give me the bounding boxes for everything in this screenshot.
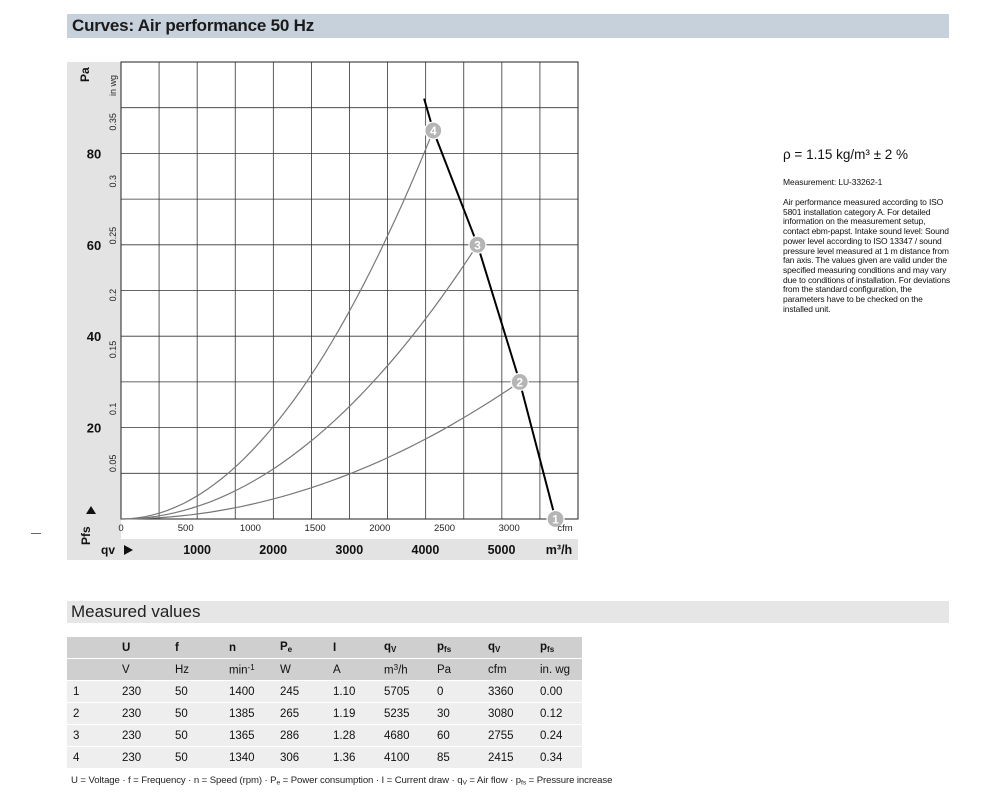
cfm-tick-label: 500 [177, 523, 194, 534]
table-cell: 4 [67, 747, 116, 769]
section-title: Measured values [71, 602, 201, 621]
table-unit-row [67, 659, 582, 681]
header-cell: U [116, 637, 169, 659]
m3h-tick-label: 4000 [411, 543, 440, 557]
table-cell: 5235 [378, 703, 431, 725]
section-bar [67, 601, 949, 623]
margin-mark [31, 533, 41, 534]
header-cell: $P_e$ [274, 637, 327, 659]
table-cell: 1340 [223, 747, 274, 769]
table-cell: 0.12 [534, 703, 582, 725]
density-text: ρ = 1.15 kg/m³ ± 2 % [783, 147, 909, 162]
header-cell: $p_{fs}$ [431, 637, 482, 659]
table-cell: 0 [431, 681, 482, 703]
pa-unit-label: Pa [78, 67, 92, 82]
table-row [67, 703, 582, 725]
table-cell: 2755 [482, 725, 534, 747]
operating-point-label: 1 [552, 512, 559, 527]
table-cell: 0.24 [534, 725, 582, 747]
table-cell: 0.00 [534, 681, 582, 703]
measured-values-table [67, 637, 582, 769]
pa-tick-label: 40 [86, 329, 102, 345]
table-cell: 2415 [482, 747, 534, 769]
measurement-note: Air performance measured according to ISO 5801 installation category A. For detailed information on the measurement setup, contact ebm-papst. Intake sound level: Sound power level according to ISO 13347 / sound pressure level measured at 1 m distance from fan axis. The values given are valid under the specified measuring conditions and may vary due to conditions of installation. For deviations from the standard configuration, the parameters have to be checked on the installed unit. [783, 197, 951, 314]
table-legend: U = Voltage · f = Frequency · n = Speed $(rpm) \cdot P_e$ = Power consumption · I = Current draw · $q_V$ = Air flow · $p_{fs}$ = Pressure increase [71, 775, 613, 787]
table-cell: 286 [274, 725, 327, 747]
table-cell: 1.28 [327, 725, 378, 747]
measurement-id: Measurement: LU-33262-1 [783, 177, 883, 187]
cfm-unit-label: cfm [557, 523, 573, 534]
table-cell: 3360 [482, 681, 534, 703]
cfm-tick-label: 2000 [369, 523, 391, 534]
table-header-row [67, 637, 582, 659]
cfm-tick-label: 3000 [498, 523, 520, 534]
inwg-tick-label: 0.3 [108, 174, 118, 188]
table-cell: 265 [274, 703, 327, 725]
unit-cell: in. wg [534, 659, 582, 681]
table-cell: 1.10 [327, 681, 378, 703]
table-cell: 1.36 [327, 747, 378, 769]
table-cell: 85 [431, 747, 482, 769]
table-cell: 1385 [223, 703, 274, 725]
inwg-tick-label: 0.25 [108, 226, 118, 245]
table-cell: 50 [169, 747, 223, 769]
header-cell: f [169, 637, 223, 659]
header-cell: $q_V$ [378, 637, 431, 659]
unit-cell: Pa [431, 659, 482, 681]
table-cell: 230 [116, 725, 169, 747]
unit-cell: $m^3/h$ [378, 659, 431, 681]
table-cell: 0.34 [534, 747, 582, 769]
m3h-tick-label: 1000 [183, 543, 212, 557]
table-cell: 50 [169, 725, 223, 747]
table-cell: 3080 [482, 703, 534, 725]
header-cell: I [327, 637, 378, 659]
inwg-tick-label: 0.35 [108, 113, 118, 131]
cfm-tick-label: 1500 [304, 523, 326, 534]
unit-cell: $\min^{-1}$ [223, 659, 274, 681]
table-cell: 5705 [378, 681, 431, 703]
m3h-tick-label: 2000 [259, 543, 288, 557]
inwg-unit-label: in wg [108, 74, 118, 96]
table-cell: 1400 [223, 681, 274, 703]
table-cell: 1 [67, 681, 116, 703]
pa-tick-label: 80 [86, 146, 102, 162]
m3h-tick-label: 3000 [335, 543, 364, 557]
table-cell: 50 [169, 681, 223, 703]
table-cell: 230 [116, 681, 169, 703]
inwg-tick-label: 0.2 [108, 288, 118, 302]
table-cell: 1.19 [327, 703, 378, 725]
m3h-tick-label: 5000 [487, 543, 516, 557]
cfm-tick-label: 0 [118, 523, 124, 534]
y-axis-symbol: Pfs [79, 526, 93, 545]
table-row [67, 681, 582, 703]
unit-cell: Hz [169, 659, 223, 681]
inwg-tick-label: 0.1 [108, 402, 118, 416]
unit-cell: A [327, 659, 378, 681]
operating-point-label: 3 [474, 238, 481, 253]
header-cell: n [223, 637, 274, 659]
unit-cell: cfm [482, 659, 534, 681]
table-cell: 4680 [378, 725, 431, 747]
table-cell: 3 [67, 725, 116, 747]
unit-cell: W [274, 659, 327, 681]
inwg-tick-label: 0.05 [108, 454, 118, 473]
inwg-tick-label: 0.15 [108, 340, 118, 359]
y-axis-panel [67, 62, 124, 560]
table-cell: 306 [274, 747, 327, 769]
x-axis-symbol: qv [101, 543, 116, 557]
table-cell: 1365 [223, 725, 274, 747]
table-cell: 230 [116, 703, 169, 725]
table-cell: 245 [274, 681, 327, 703]
cfm-tick-label: 1000 [239, 523, 261, 534]
table-cell: 60 [431, 725, 482, 747]
pa-tick-label: 20 [86, 420, 102, 436]
header-cell [67, 637, 116, 659]
table-cell: 2 [67, 703, 116, 725]
table-cell: 30 [431, 703, 482, 725]
m3h-unit-label: m³/h [545, 543, 573, 557]
table-cell: 50 [169, 703, 223, 725]
pa-tick-label: 60 [86, 237, 102, 253]
operating-point-label: 2 [516, 375, 524, 390]
unit-cell: V [116, 659, 169, 681]
unit-cell [67, 659, 116, 681]
table-cell: 230 [116, 747, 169, 769]
operating-point-label: 4 [429, 124, 437, 139]
header-cell: $q_V$ [482, 637, 534, 659]
header-cell: $p_{fs}$ [534, 637, 582, 659]
table-cell: 4100 [378, 747, 431, 769]
table-row [67, 747, 582, 769]
cfm-tick-label: 2500 [433, 523, 456, 534]
info-panel [783, 147, 953, 314]
table-row [67, 725, 582, 747]
page-title: Curves: Air performance 50 Hz [72, 16, 315, 35]
